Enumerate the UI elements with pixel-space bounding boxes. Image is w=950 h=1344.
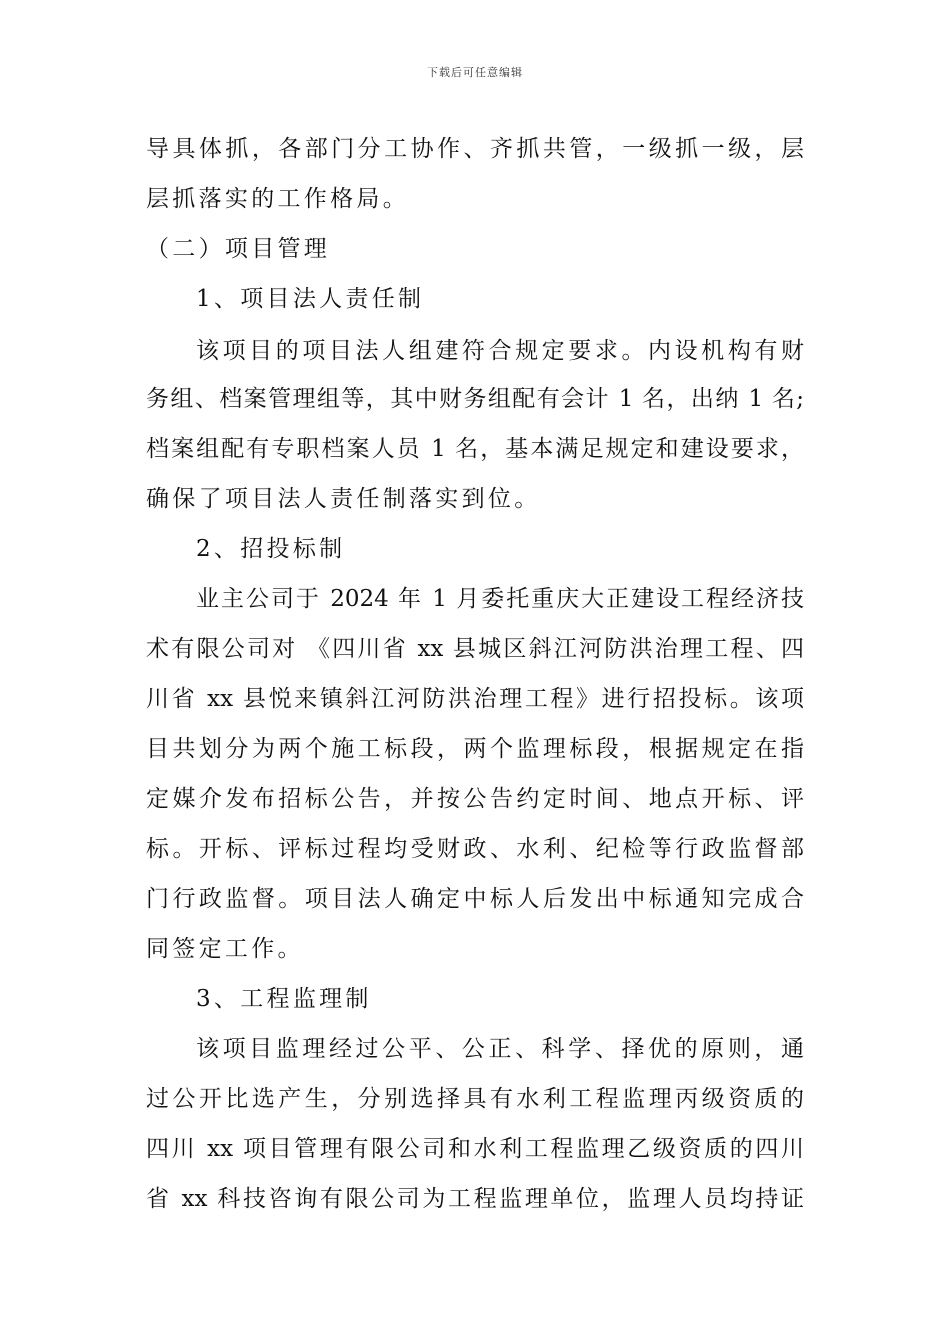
paragraph-line: 标。开标、评标过程均受财政、水利、纪检等行政监督部 [146, 836, 804, 862]
paragraph-line: 门行政监督。项目法人确定中标人后发出中标通知完成合 [146, 886, 804, 912]
paragraph-line: 该项目监理经过公平、公正、科学、择优的原则，通 [196, 1036, 804, 1062]
paragraph-line: 业主公司于 2024 年 1 月委托重庆大正建设工程经济技 [196, 586, 804, 612]
paragraph-line: 确保了项目法人责任制落实到位。 [146, 486, 541, 512]
section-heading: （二）项目管理 [146, 236, 331, 262]
paragraph-line: 四川 xx 项目管理有限公司和水利工程监理乙级资质的四川 [146, 1136, 804, 1162]
paragraph-line: 务组、档案管理组等，其中财务组配有会计 1 名，出纳 1 名; [146, 386, 804, 412]
paragraph-line: 川省 xx 县悦来镇斜江河防洪治理工程》进行招投标。该项 [146, 686, 804, 712]
paragraph-line: 定媒介发布招标公告，并按公告约定时间、地点开标、评 [146, 786, 804, 812]
paragraph-line: 术有限公司对 《四川省 xx 县城区斜江河防洪治理工程、四 [146, 636, 804, 662]
paragraph-line: 过公开比选产生，分别选择具有水利工程监理丙级资质的 [146, 1086, 804, 1112]
subsection-heading: 1、项目法人责任制 [196, 286, 425, 312]
paragraph-line: 同签定工作。 [146, 936, 304, 962]
paragraph-line: 档案组配有专职档案人员 1 名，基本满足规定和建设要求， [146, 436, 804, 462]
page-header: 下载后可任意编辑 [427, 66, 523, 79]
paragraph-line: 层抓落实的工作格局。 [146, 186, 409, 212]
paragraph-line: 该项目的项目法人组建符合规定要求。内设机构有财 [196, 338, 804, 364]
subsection-heading: 3、工程监理制 [196, 986, 372, 1012]
paragraph-line: 目共划分为两个施工标段，两个监理标段，根据规定在指 [146, 736, 804, 762]
paragraph-line: 导具体抓，各部门分工协作、齐抓共管，一级抓一级，层 [146, 136, 804, 162]
subsection-heading: 2、招投标制 [196, 536, 346, 562]
paragraph-line: 省 xx 科技咨询有限公司为工程监理单位，监理人员均持证 [146, 1186, 804, 1212]
